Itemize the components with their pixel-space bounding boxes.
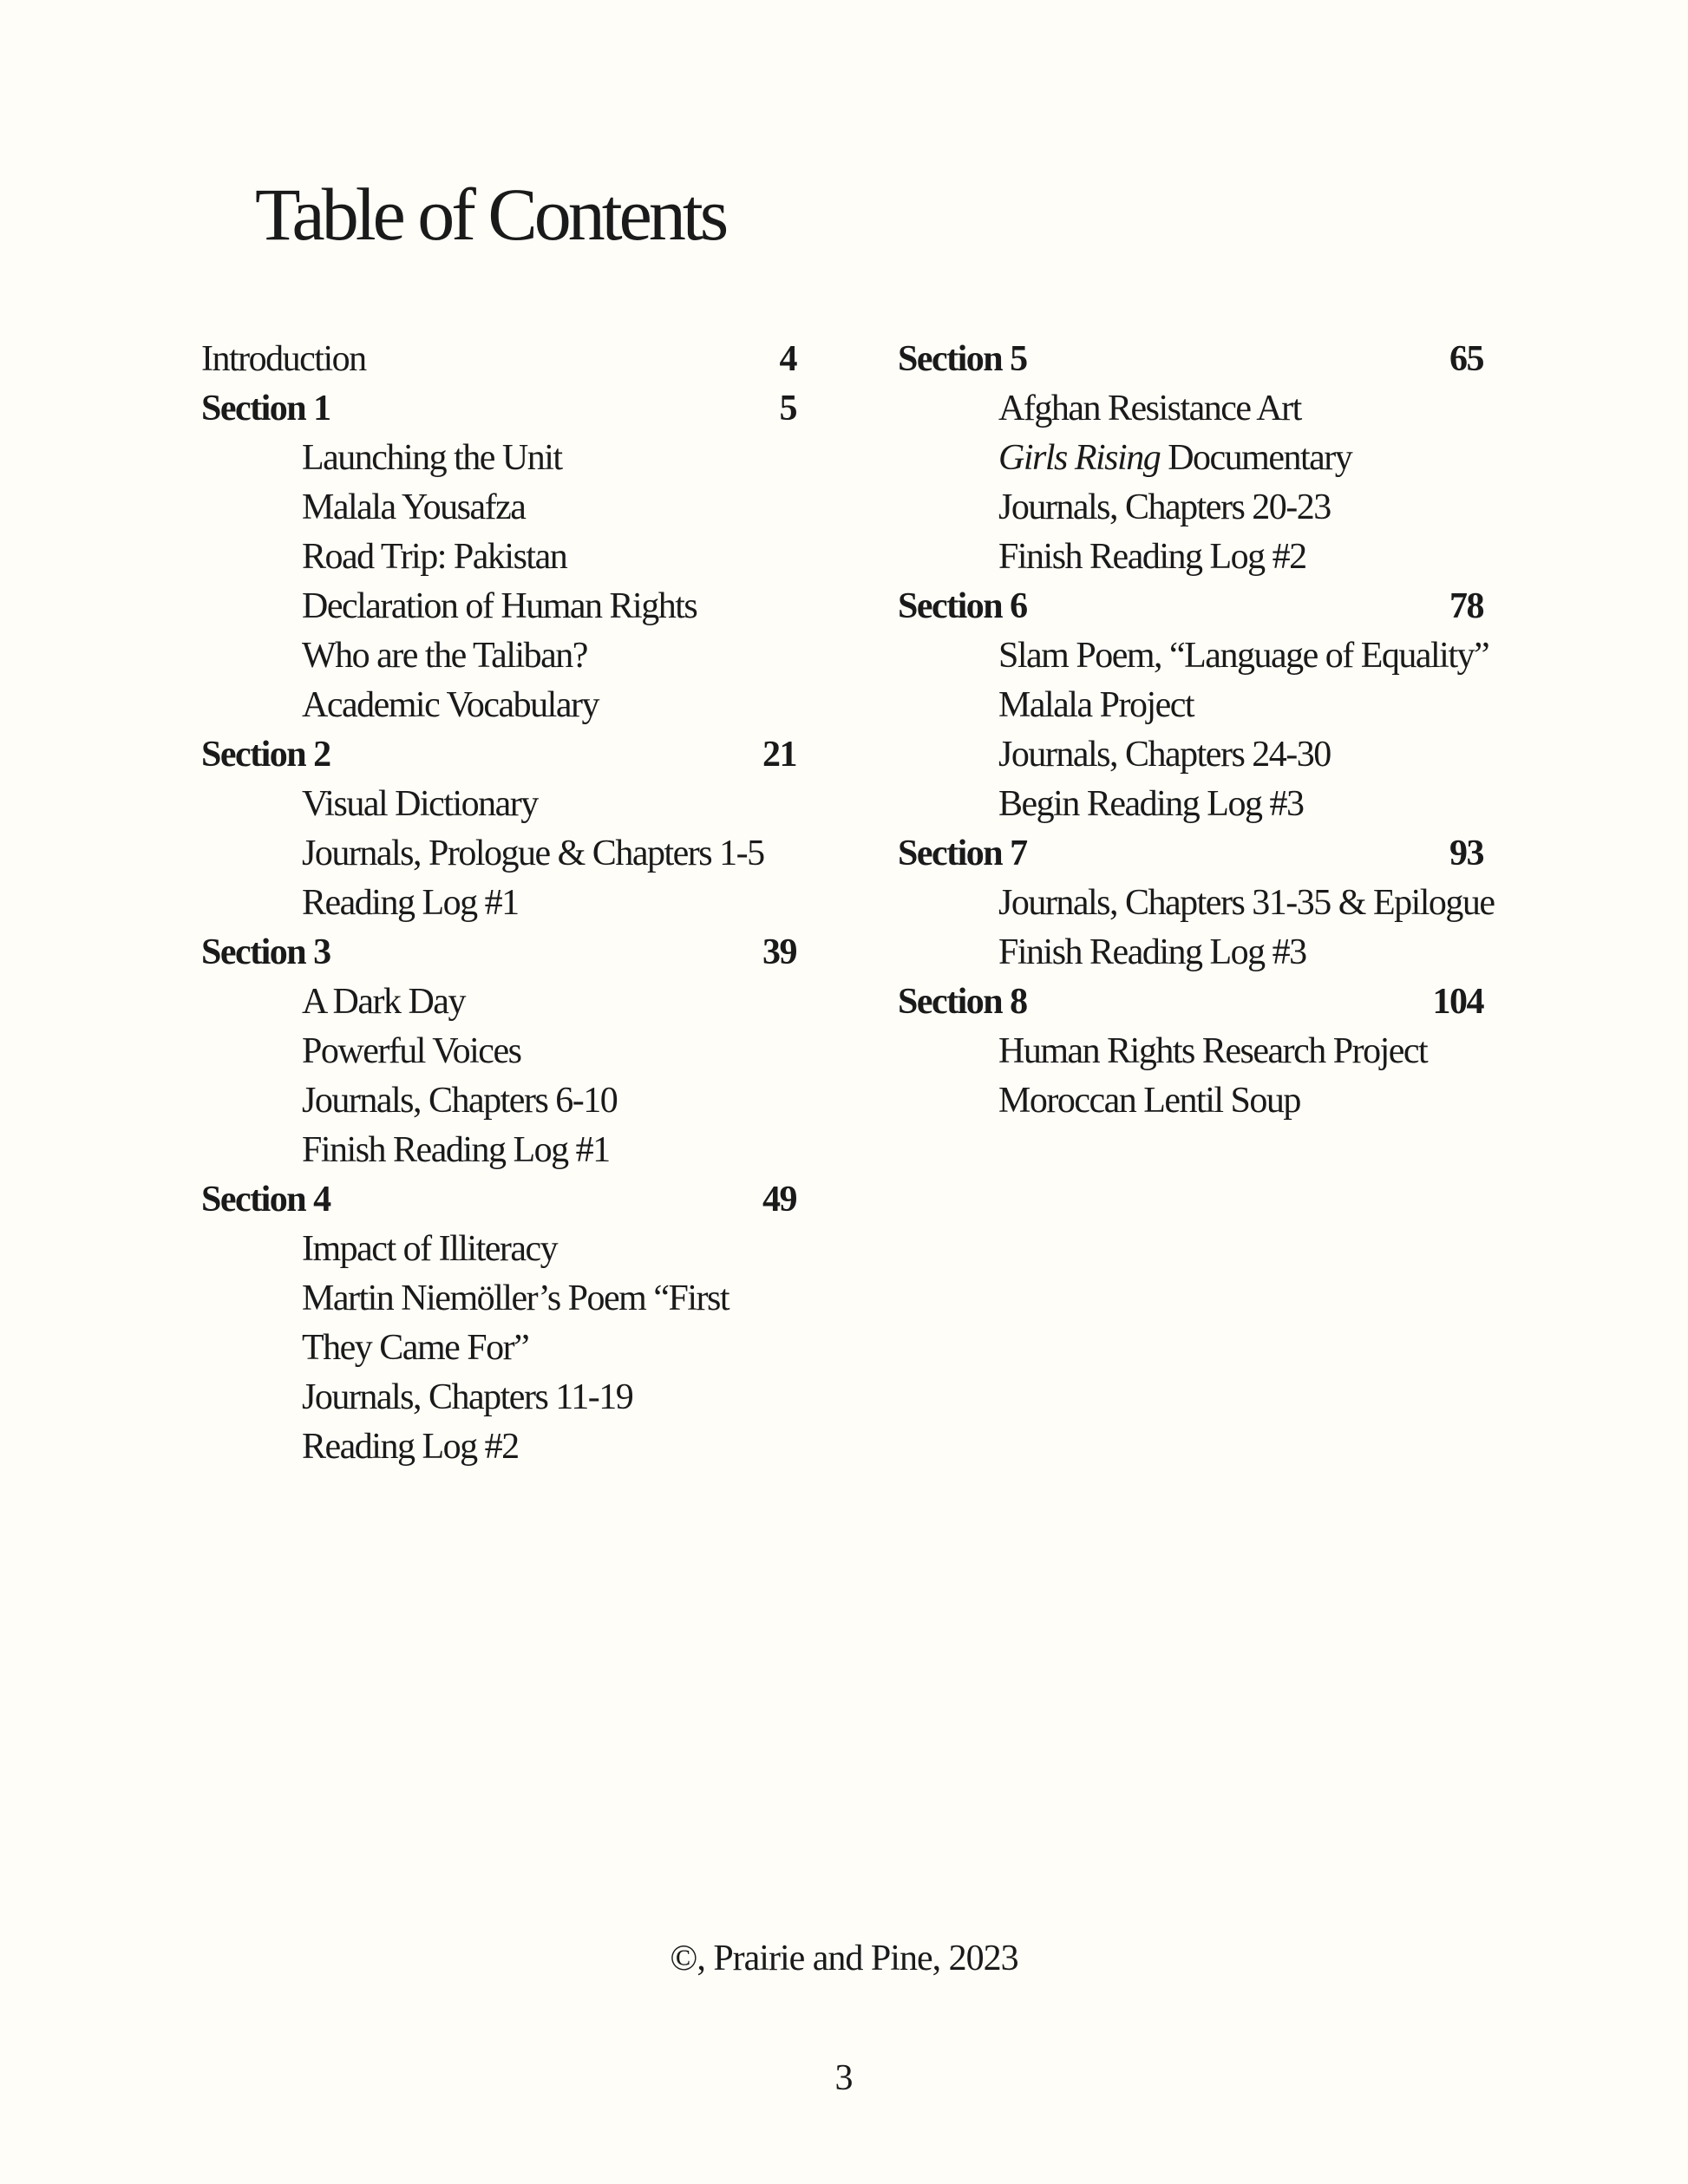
toc-entry bbox=[898, 829, 1483, 879]
toc-sub-entry bbox=[898, 1076, 1483, 1126]
toc-sub-entry-text: Road Trip: Pakistan bbox=[302, 537, 567, 577]
toc-sub-entry-label bbox=[302, 1027, 520, 1076]
toc-sub-entry bbox=[898, 1027, 1483, 1076]
toc-right-column bbox=[898, 335, 1495, 1126]
toc-sub-entry-text: They Came For” bbox=[302, 1328, 529, 1368]
toc-sub-entry bbox=[201, 533, 796, 582]
toc-sub-entry bbox=[201, 1126, 796, 1175]
toc-entry bbox=[201, 928, 796, 978]
toc-sub-entry-label bbox=[302, 1422, 519, 1472]
toc-left-column bbox=[201, 335, 796, 1472]
toc-sub-entry bbox=[201, 1027, 796, 1076]
toc-entry-label: Section 2 bbox=[201, 735, 330, 775]
toc-sub-entry-text: Journals, Chapters 11-19 bbox=[302, 1377, 633, 1417]
toc-entry bbox=[898, 978, 1483, 1027]
toc-entry-label: Section 1 bbox=[201, 389, 330, 428]
toc-sub-entry bbox=[898, 928, 1483, 978]
toc-sub-entry-label bbox=[998, 434, 1351, 483]
toc-sub-entry-label bbox=[998, 1076, 1300, 1126]
toc-sub-entry-text: Journals, Chapters 24-30 bbox=[998, 735, 1331, 775]
toc-sub-entry-text: Finish Reading Log #2 bbox=[998, 537, 1306, 577]
toc-sub-entry bbox=[898, 780, 1483, 829]
toc-sub-entry bbox=[898, 483, 1483, 533]
toc-sub-entry-text: Reading Log #2 bbox=[302, 1427, 519, 1467]
toc-sub-entry-label bbox=[302, 1126, 610, 1175]
toc-sub-entry bbox=[201, 1274, 796, 1324]
toc-sub-entry-text: Documentary bbox=[1160, 438, 1352, 478]
toc-entry-label: Section 6 bbox=[898, 586, 1027, 626]
toc-sub-entry-text: Slam Poem, “Language of Equality” bbox=[998, 636, 1489, 676]
page-number: 3 bbox=[834, 2058, 854, 2098]
toc-sub-entry-text: Begin Reading Log #3 bbox=[998, 784, 1304, 824]
toc-sub-entry-label bbox=[998, 780, 1303, 829]
toc-sub-entry-text: Finish Reading Log #1 bbox=[302, 1130, 610, 1170]
toc-sub-entry-label bbox=[302, 1076, 617, 1126]
toc-entry bbox=[898, 582, 1483, 631]
toc-sub-entry-text: Afghan Resistance Art bbox=[998, 389, 1301, 428]
toc-entry-page: 49 bbox=[762, 1180, 796, 1220]
toc-sub-entry-text: Martin Niemöller’s Poem “First bbox=[302, 1278, 729, 1318]
toc-sub-entry-label bbox=[998, 1027, 1427, 1076]
toc-sub-entry-label bbox=[302, 780, 538, 829]
toc-sub-entry bbox=[201, 829, 796, 879]
toc-sub-entry bbox=[898, 384, 1483, 434]
toc-sub-entry-text: A Dark Day bbox=[302, 982, 465, 1022]
page-title: Table of Contents bbox=[255, 173, 726, 256]
toc-sub-entry bbox=[201, 1422, 796, 1472]
toc-entry-page: 4 bbox=[779, 339, 796, 379]
toc-sub-entry-text: Visual Dictionary bbox=[302, 784, 538, 824]
toc-sub-entry bbox=[201, 978, 796, 1027]
toc-sub-entry-label bbox=[302, 1225, 557, 1274]
toc-sub-entry-label bbox=[302, 829, 764, 879]
toc-sub-entry-label bbox=[998, 631, 1488, 681]
toc-sub-entry bbox=[898, 681, 1483, 730]
copyright-line: ©, Prairie and Pine, 2023 bbox=[670, 1939, 1018, 1978]
toc-sub-entry bbox=[898, 533, 1483, 582]
toc-entry bbox=[201, 730, 796, 780]
toc-entry bbox=[201, 1175, 796, 1225]
toc-sub-entry-text: Impact of Illiteracy bbox=[302, 1229, 558, 1269]
toc-sub-entry-italic: Girls Rising bbox=[998, 438, 1161, 478]
toc-sub-entry bbox=[201, 1373, 796, 1422]
toc-sub-entry-text: Powerful Voices bbox=[302, 1031, 521, 1071]
toc-sub-entry-label bbox=[998, 483, 1331, 533]
toc-entry bbox=[898, 335, 1483, 384]
toc-sub-entry-label bbox=[998, 533, 1306, 582]
toc-sub-entry-label bbox=[998, 879, 1495, 928]
toc-entry-label: Section 5 bbox=[898, 339, 1027, 379]
toc-sub-entry-text: Finish Reading Log #3 bbox=[998, 932, 1306, 972]
toc-entry bbox=[201, 384, 796, 434]
toc-entry bbox=[201, 335, 796, 384]
toc-sub-entry-text: Journals, Chapters 31-35 & Epilogue bbox=[998, 883, 1495, 923]
toc-sub-entry-text: Journals, Chapters 20-23 bbox=[998, 487, 1331, 527]
toc-sub-entry bbox=[201, 1324, 796, 1373]
toc-sub-entry-text: Launching the Unit bbox=[302, 438, 562, 478]
toc-sub-entry-label bbox=[998, 384, 1301, 434]
toc-sub-entry bbox=[201, 582, 796, 631]
toc-entry-page: 104 bbox=[1432, 982, 1483, 1022]
toc-sub-entry-text: Malala Yousafza bbox=[302, 487, 526, 527]
toc-sub-entry-text: Reading Log #1 bbox=[302, 883, 519, 923]
toc-entry-label: Introduction bbox=[201, 339, 366, 379]
toc-sub-entry-label bbox=[302, 533, 566, 582]
toc-sub-entry-text: Declaration of Human Rights bbox=[302, 586, 697, 626]
toc-sub-entry-label bbox=[302, 879, 519, 928]
toc-sub-entry-label bbox=[998, 928, 1306, 978]
toc-entry-label: Section 4 bbox=[201, 1180, 330, 1220]
toc-sub-entry bbox=[898, 434, 1483, 483]
toc-sub-entry-label bbox=[302, 434, 562, 483]
toc-entry-page: 21 bbox=[762, 735, 796, 775]
toc-sub-entry bbox=[201, 681, 796, 730]
toc-entry-page: 65 bbox=[1449, 339, 1483, 379]
toc-sub-entry-label bbox=[302, 1274, 729, 1324]
toc-entry-page: 39 bbox=[762, 932, 796, 972]
toc-sub-entry-text: Malala Project bbox=[998, 685, 1194, 725]
toc-entry-label: Section 3 bbox=[201, 932, 330, 972]
toc-sub-entry bbox=[898, 730, 1483, 780]
toc-sub-entry-label bbox=[998, 730, 1331, 780]
toc-sub-entry-text: Moroccan Lentil Soup bbox=[998, 1081, 1300, 1121]
toc-sub-entry-label bbox=[302, 582, 697, 631]
toc-sub-entry bbox=[898, 631, 1489, 681]
toc-sub-entry-label bbox=[302, 978, 465, 1027]
toc-sub-entry-text: Human Rights Research Project bbox=[998, 1031, 1428, 1071]
toc-sub-entry-label bbox=[302, 1324, 528, 1373]
toc-entry-page: 78 bbox=[1449, 586, 1483, 626]
toc-sub-entry-text: Journals, Chapters 6-10 bbox=[302, 1081, 618, 1121]
toc-sub-entry-text: Academic Vocabulary bbox=[302, 685, 599, 725]
toc-sub-entry bbox=[201, 483, 796, 533]
toc-sub-entry bbox=[898, 879, 1495, 928]
toc-sub-entry bbox=[201, 1225, 796, 1274]
toc-sub-entry-label bbox=[998, 681, 1194, 730]
toc-sub-entry bbox=[201, 434, 796, 483]
toc-sub-entry-label bbox=[302, 483, 525, 533]
toc-sub-entry-label bbox=[302, 1373, 632, 1422]
toc-sub-entry bbox=[201, 1076, 796, 1126]
toc-sub-entry bbox=[201, 879, 796, 928]
toc-entry-label: Section 8 bbox=[898, 982, 1027, 1022]
toc-sub-entry-label bbox=[302, 631, 587, 681]
toc-entry-page: 5 bbox=[779, 389, 796, 428]
toc-entry-label: Section 7 bbox=[898, 834, 1027, 873]
toc-sub-entry-label bbox=[302, 681, 599, 730]
toc-sub-entry bbox=[201, 780, 796, 829]
toc-sub-entry-text: Journals, Prologue & Chapters 1-5 bbox=[302, 834, 764, 873]
toc-sub-entry-text: Who are the Taliban? bbox=[302, 636, 587, 676]
toc-sub-entry bbox=[201, 631, 796, 681]
toc-entry-page: 93 bbox=[1449, 834, 1483, 873]
